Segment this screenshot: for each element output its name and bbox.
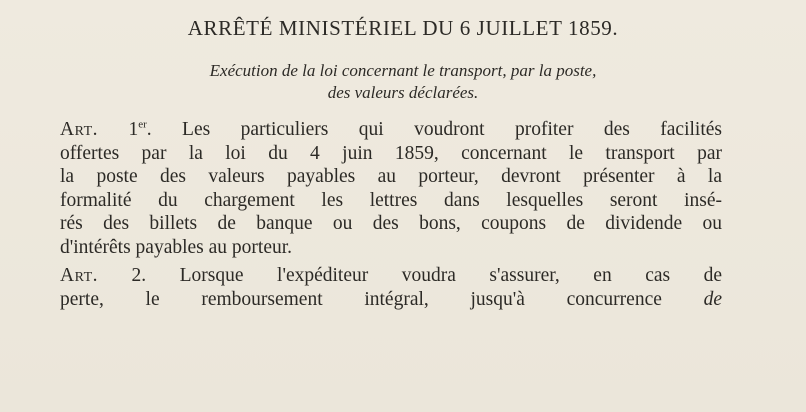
body-text xyxy=(42,118,722,311)
article-1-line-4: formalité du chargement les lettres dans lesquelles seront insé- xyxy=(60,189,722,211)
article-2-line-2 xyxy=(42,288,722,312)
article-1-number: 1 xyxy=(128,119,139,140)
article-2-label: Art. xyxy=(60,265,99,286)
article-2 xyxy=(42,264,722,311)
article-2-trailing-italic: de xyxy=(703,288,722,310)
article-1-line-2: offertes par la loi du 4 juin 1859, concernant le transport par xyxy=(60,142,722,164)
article-1-line-6: d'intérêts payables au porteur. xyxy=(60,236,293,258)
article-1 xyxy=(42,118,722,259)
article-1-number-sup: er xyxy=(138,118,147,131)
article-2-text-line-2: perte, le remboursement intégral, jusqu'à concurrence xyxy=(60,288,704,310)
article-2-text-line-1: Lorsque l'expéditeur voudra s'assurer, en cas de xyxy=(146,265,723,286)
page-title: ARRÊTÉ MINISTÉRIEL DU 6 JUILLET 1859. xyxy=(187,16,619,40)
article-1-text-line-1: . Les particuliers qui voudront profiter des facilités xyxy=(146,119,722,140)
article-1-line-3: la poste des valeurs payables au porteur, devront présenter à la xyxy=(60,166,722,187)
page-subtitle xyxy=(0,60,806,104)
article-1-line-1 xyxy=(42,118,722,142)
article-1-line-5: rés des billets de banque ou des bons, coupons de dividende ou xyxy=(60,213,722,234)
subtitle-line-2: des valeurs déclarées. xyxy=(327,83,479,102)
article-1-label: Art. xyxy=(60,119,99,140)
article-2-line-1 xyxy=(42,264,722,288)
subtitle-line-1: Exécution de la loi concernant le transport, par la poste, xyxy=(209,61,597,80)
article-2-number: 2. xyxy=(131,265,147,286)
